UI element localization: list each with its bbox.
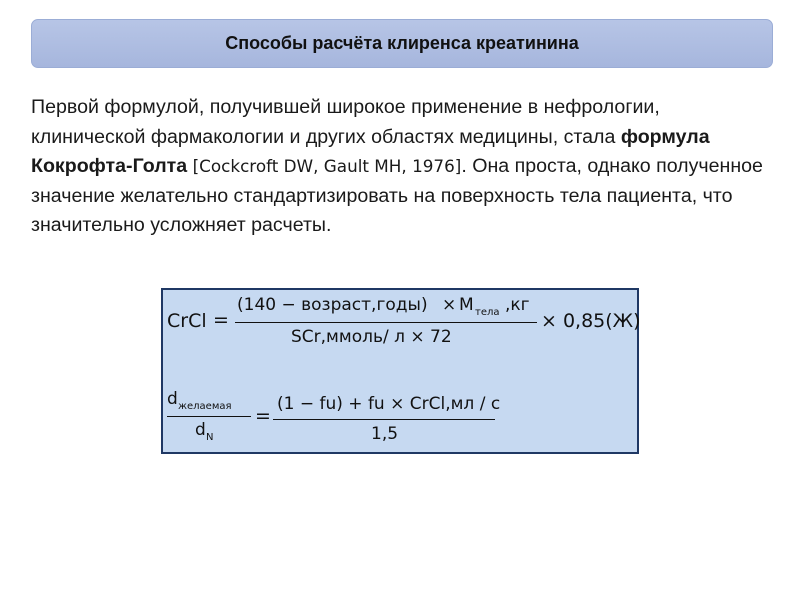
crcl-lhs: CrCl: [167, 310, 207, 332]
mass-subscript: тела: [475, 307, 500, 318]
formula-box: [161, 288, 639, 454]
body-paragraph: [31, 93, 776, 241]
d-desired-subscript: желаемая: [178, 401, 232, 412]
fraction-line-1: [235, 322, 537, 323]
slide-title-bar: [31, 19, 773, 68]
unit-kg: ,кг: [505, 295, 530, 315]
equals-sign-2: =: [255, 405, 271, 427]
equals-sign-1: =: [213, 309, 229, 331]
times-sign-1: ×: [442, 295, 457, 315]
fraction-line-lhs: [167, 416, 251, 417]
slide-title: Способы расчёта клиренса креатинина: [225, 33, 579, 53]
d-desired: d: [167, 389, 178, 409]
mass-symbol: M: [459, 295, 474, 315]
numerator-fu: (1 − fu) + fu × CrCl,мл / с: [277, 394, 501, 414]
fraction-line-2: [273, 419, 495, 420]
citation: [Cockcroft DW, Gault MH, 1976]: [192, 156, 462, 176]
paragraph-text-1: Первой формулой, получившей широкое применение в нефрологии, клинической фармакологии и других областях медицины, стала: [31, 96, 660, 148]
formula-name-bold: формула Кокрофта-Голта: [31, 125, 710, 177]
numerator-age: (140 − возраст,годы): [237, 295, 428, 315]
paragraph-text-2: . Она проста, однако полученное значение желательно стандартизировать на поверхность тела пациента, что значительно усложняет расчеты.: [31, 155, 763, 236]
d-n: d: [195, 420, 206, 440]
denominator-1-5: 1,5: [371, 424, 399, 444]
denominator-scr: SCr,ммоль/ л × 72: [291, 327, 452, 347]
gender-factor: × 0,85(Ж): [541, 310, 641, 332]
d-n-subscript: N: [206, 432, 214, 443]
